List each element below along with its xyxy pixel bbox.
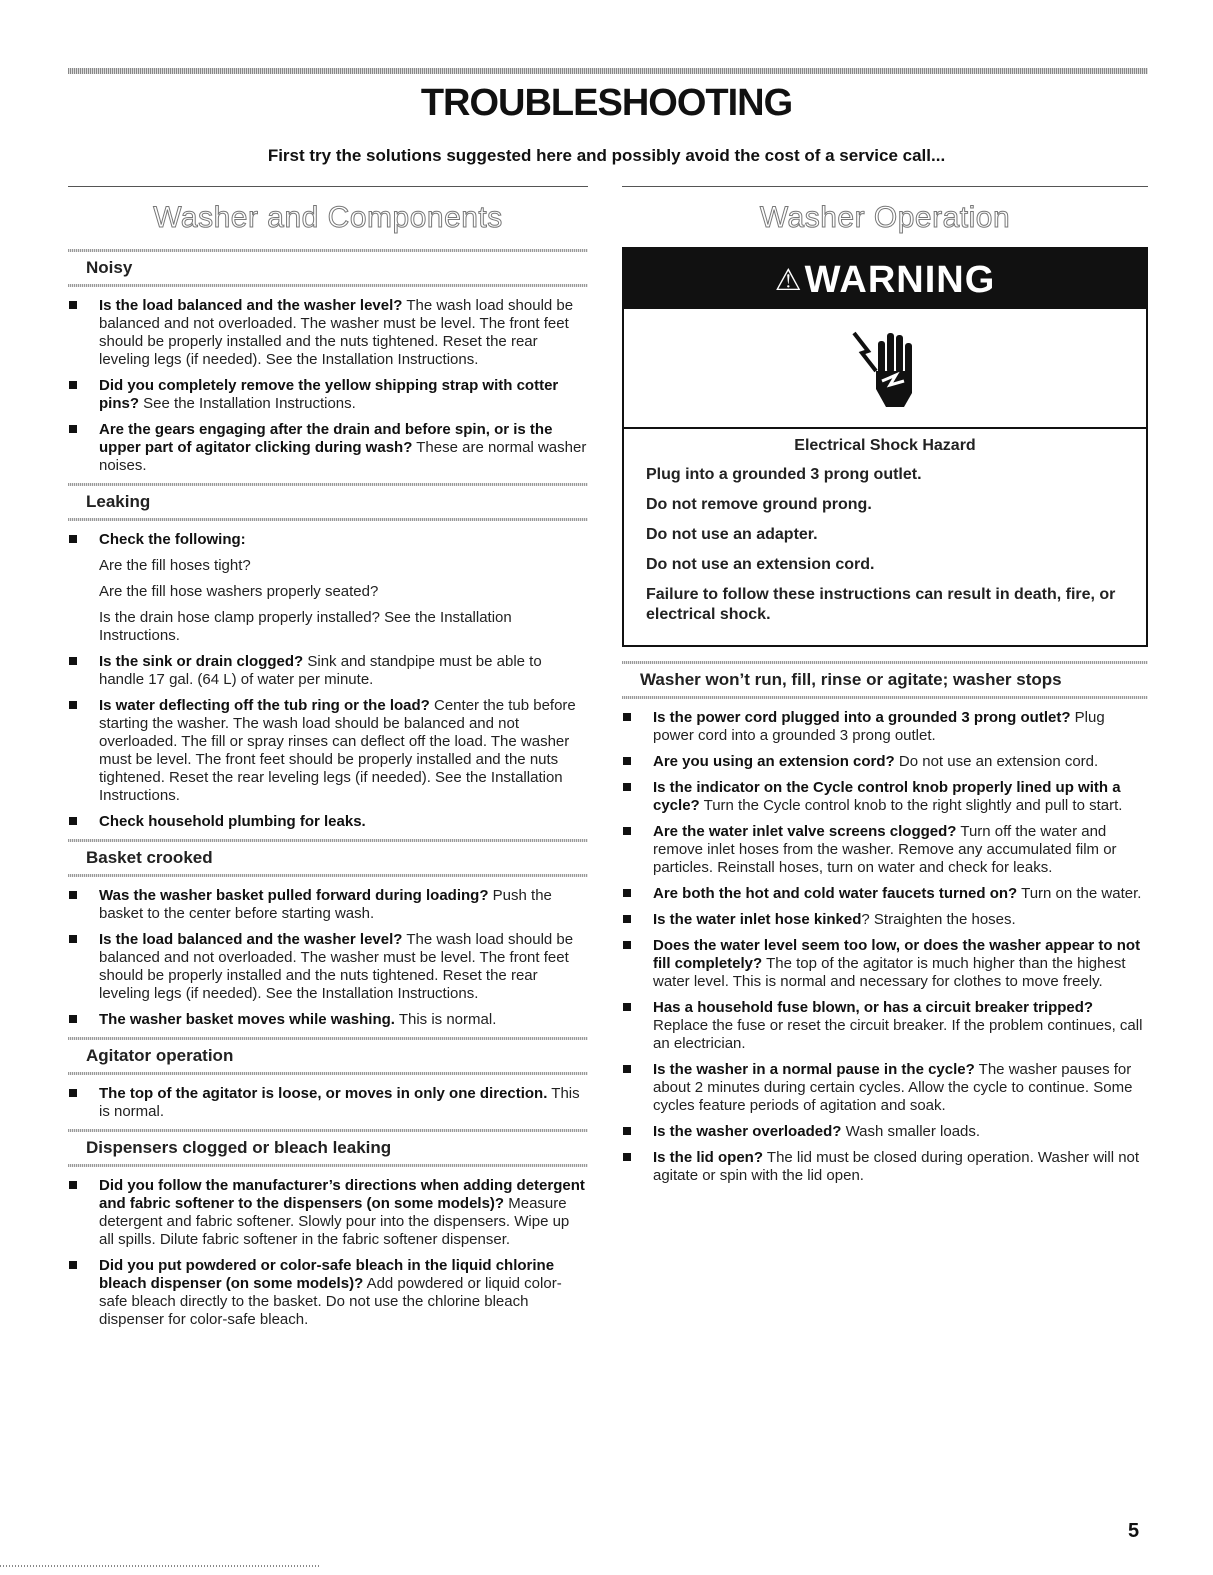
item-subline: Are the fill hoses tight? xyxy=(99,557,251,574)
list-item xyxy=(68,1011,588,1029)
item-answer: Center the tub before starting the washer. The wash load should be balanced and not overloaded. The fill or spray rinses can deflect off the load. The washer must be level. The front feet should be properly installed and the nuts tightened. Reset the rear leveling legs (if needed). See the Installation Instructions. xyxy=(99,697,576,804)
bullet-icon xyxy=(69,1015,77,1023)
bullet-icon xyxy=(623,889,631,897)
item-question: Is the lid open? xyxy=(653,1149,764,1166)
item-question: Did you follow the manufacturer’s directions when adding detergent and fabric softener to the dispensers (on some models)? xyxy=(99,1177,585,1212)
warning-line: Plug into a grounded 3 prong outlet. xyxy=(646,466,922,483)
bullet-icon xyxy=(623,783,631,791)
left-sections xyxy=(68,249,588,1329)
item-answer: These are normal washer noises. xyxy=(99,439,587,474)
item-question: Is the sink or drain clogged? xyxy=(99,653,304,670)
page-number: 5 xyxy=(1128,1520,1140,1542)
list-item xyxy=(622,1123,1148,1141)
warning-line: Do not remove ground prong. xyxy=(646,496,872,513)
item-list xyxy=(68,887,588,1029)
item-question: Is the load balanced and the washer level? xyxy=(99,297,403,314)
item-list xyxy=(622,709,1148,1185)
section-rule xyxy=(622,696,1148,699)
section-title: Basket crooked xyxy=(86,848,213,867)
item-list xyxy=(68,531,588,831)
item-question: Has a household fuse blown, or has a circuit breaker tripped? xyxy=(653,999,1094,1016)
page-subtitle: First try the solutions suggested here and possibly avoid the cost of a service call... xyxy=(267,146,946,165)
bullet-icon xyxy=(69,701,77,709)
item-answer: Turn off the water and remove inlet hoses from the washer. Remove any accumulated film or particles. Reinstall hoses, turn on water and check for leaks. xyxy=(653,823,1117,876)
section-rule xyxy=(68,1164,588,1167)
list-item xyxy=(622,823,1148,877)
warning-label: WARNING xyxy=(804,259,996,301)
item-question: Is the washer in a normal pause in the cycle? xyxy=(653,1061,975,1078)
bullet-icon xyxy=(623,1003,631,1011)
warning-line: Failure to follow these instructions can result in death, fire, or electrical shock. xyxy=(646,586,1116,623)
item-answer: ? Straighten the hoses. xyxy=(861,911,1016,928)
list-item xyxy=(68,887,588,923)
section-title: Leaking xyxy=(86,492,151,511)
list-item xyxy=(68,813,588,831)
list-item xyxy=(622,1061,1148,1115)
item-question: Are the water inlet valve screens clogged? xyxy=(653,823,957,840)
item-answer: The wash load should be balanced and not overloaded. The washer must be level. The front feet should be properly installed and the nuts tightened. Reset the rear leveling legs (if needed). See the Installation Instructions. xyxy=(99,931,574,1002)
item-answer: Turn the Cycle control knob to the right slightly and pull to start. xyxy=(699,797,1123,814)
list-item xyxy=(68,1177,588,1249)
item-question: Is the washer overloaded? xyxy=(653,1123,842,1140)
item-answer: The washer pauses for about 2 minutes during certain cycles. Allow the cycle to continue. Some cycles feature periods of agitation and soak. xyxy=(653,1061,1133,1114)
bullet-icon xyxy=(623,1153,631,1161)
right-column xyxy=(622,186,1148,1193)
top-rule xyxy=(68,68,1148,74)
item-answer: Wash smaller loads. xyxy=(841,1123,981,1140)
item-question: Is the water inlet hose kinked xyxy=(653,911,862,928)
troubleshooting-section xyxy=(622,661,1148,1185)
bullet-icon xyxy=(623,1127,631,1135)
warning-icon-area xyxy=(624,309,1146,429)
electrical-shock-hand-icon xyxy=(846,323,926,413)
list-item xyxy=(68,421,588,475)
bullet-icon xyxy=(623,757,631,765)
section-title: Agitator operation xyxy=(86,1046,234,1065)
bullet-icon xyxy=(69,381,77,389)
item-question: Are the gears engaging after the drain and before spin, or is the upper part of agitator clicking during wash? xyxy=(99,421,553,456)
warning-line: Do not use an extension cord. xyxy=(646,556,875,573)
bullet-icon xyxy=(69,817,77,825)
list-item xyxy=(68,697,588,805)
list-item xyxy=(68,653,588,689)
item-answer: The wash load should be balanced and not overloaded. The washer must be level. The front feet should be properly installed and the nuts tightened. Reset the rear leveling legs (if needed). See the Installation Instructions. xyxy=(99,297,574,368)
item-question: Is the power cord plugged into a grounded 3 prong outlet? xyxy=(653,709,1071,726)
item-answer: Replace the fuse or reset the circuit breaker. If the problem continues, call an electrician. xyxy=(653,1017,1143,1052)
item-answer: See the Installation Instructions. xyxy=(139,395,356,412)
item-list xyxy=(68,1177,588,1329)
right-sections xyxy=(622,661,1148,1185)
list-item xyxy=(68,1085,588,1121)
item-subline: Are the fill hose washers properly seated? xyxy=(99,583,379,600)
section-title: Dispensers clogged or bleach leaking xyxy=(86,1138,392,1157)
left-column xyxy=(68,186,588,1337)
item-question: Did you put powdered or color-safe bleach in the liquid chlorine bleach dispenser (on some models)? xyxy=(99,1257,555,1292)
item-question: Check the following: xyxy=(99,531,246,548)
bullet-icon xyxy=(69,425,77,433)
item-answer: This is normal. xyxy=(99,1085,580,1120)
item-question: Check household plumbing for leaks. xyxy=(99,813,366,830)
list-item xyxy=(68,931,588,1003)
bullet-icon xyxy=(623,941,631,949)
bullet-icon xyxy=(69,1089,77,1097)
warning-triangle-icon: ⚠ xyxy=(774,264,803,297)
item-list xyxy=(68,297,588,475)
column-heading: Washer and Components xyxy=(153,201,503,234)
item-list xyxy=(68,1085,588,1121)
bullet-icon xyxy=(623,713,631,721)
bullet-icon xyxy=(623,827,631,835)
item-answer: Plug power cord into a grounded 3 prong outlet. xyxy=(653,709,1105,744)
bullet-icon xyxy=(69,657,77,665)
item-answer: Measure detergent and fabric softener. Slowly pour into the dispensers. Wipe up all spills. Dilute fabric softener in the fabric softener dispenser. xyxy=(99,1195,570,1248)
section-title: Washer won’t run, fill, rinse or agitate; washer stops xyxy=(640,670,1062,689)
list-item xyxy=(622,709,1148,745)
item-question: Are both the hot and cold water faucets turned on? xyxy=(653,885,1018,902)
section-rule xyxy=(68,1072,588,1075)
list-item xyxy=(622,937,1148,991)
item-answer: Push the basket to the center before starting wash. xyxy=(99,887,552,922)
section-rule xyxy=(68,874,588,877)
column-heading: Washer Operation xyxy=(759,201,1011,234)
hazard-title: Electrical Shock Hazard xyxy=(794,437,976,454)
item-question: Did you completely remove the yellow shipping strap with cotter pins? xyxy=(99,377,559,412)
item-answer: This is normal. xyxy=(394,1011,497,1028)
bullet-icon xyxy=(69,535,77,543)
item-question: The washer basket moves while washing. xyxy=(99,1011,395,1028)
bullet-icon xyxy=(623,1065,631,1073)
list-item xyxy=(622,885,1148,903)
item-answer: Add powdered or liquid color-safe bleach directly to the basket. Do not use the chlorine bleach dispenser for color-safe bleach. xyxy=(99,1275,562,1328)
item-question: Is the load balanced and the washer level? xyxy=(99,931,403,948)
bullet-icon xyxy=(69,1261,77,1269)
list-item xyxy=(622,779,1148,815)
warning-lines xyxy=(646,465,1124,625)
troubleshooting-section xyxy=(68,1129,588,1329)
item-question: Is water deflecting off the tub ring or the load? xyxy=(99,697,430,714)
item-answer: Turn on the water. xyxy=(1017,885,1142,902)
item-question: Is the indicator on the Cycle control knob properly lined up with a cycle? xyxy=(653,779,1121,814)
item-answer: The top of the agitator is much higher than the highest water level. This is normal and necessary for clothes to move freely. xyxy=(653,955,1126,990)
list-item xyxy=(68,377,588,413)
item-subline: Is the drain hose clamp properly installed? See the Installation Instructions. xyxy=(99,609,512,644)
bullet-icon xyxy=(69,301,77,309)
section-title: Noisy xyxy=(86,258,133,277)
item-question: The top of the agitator is loose, or moves in only one direction. xyxy=(99,1085,548,1102)
warning-line: Do not use an adapter. xyxy=(646,526,818,543)
list-item xyxy=(622,999,1148,1053)
item-question: Does the water level seem too low, or does the washer appear to not fill completely? xyxy=(653,937,1141,972)
list-item xyxy=(622,753,1148,771)
troubleshooting-section xyxy=(68,839,588,1029)
bullet-icon xyxy=(69,935,77,943)
section-rule xyxy=(68,284,588,287)
list-item xyxy=(68,1257,588,1329)
troubleshooting-section xyxy=(68,483,588,831)
warning-box xyxy=(622,247,1148,647)
item-answer: Do not use an extension cord. xyxy=(894,753,1099,770)
troubleshooting-section xyxy=(68,1037,588,1121)
list-item xyxy=(622,911,1148,929)
bullet-icon xyxy=(69,1181,77,1189)
list-item xyxy=(68,531,588,645)
page-title: TROUBLESHOOTING xyxy=(420,82,793,124)
troubleshooting-section xyxy=(68,249,588,475)
bottom-rule xyxy=(0,1565,320,1567)
warning-text xyxy=(624,429,1146,645)
item-answer: The lid must be closed during operation. Washer will not agitate or spin with the lid open. xyxy=(653,1149,1140,1184)
bullet-icon xyxy=(69,891,77,899)
item-answer: Sink and standpipe must be able to handle 17 gal. (64 L) of water per minute. xyxy=(99,653,542,688)
bullet-icon xyxy=(623,915,631,923)
item-question: Are you using an extension cord? xyxy=(653,753,895,770)
section-rule xyxy=(68,518,588,521)
list-item xyxy=(622,1149,1148,1185)
warning-bar xyxy=(624,249,1146,309)
item-question: Was the washer basket pulled forward during loading? xyxy=(99,887,489,904)
list-item xyxy=(68,297,588,369)
